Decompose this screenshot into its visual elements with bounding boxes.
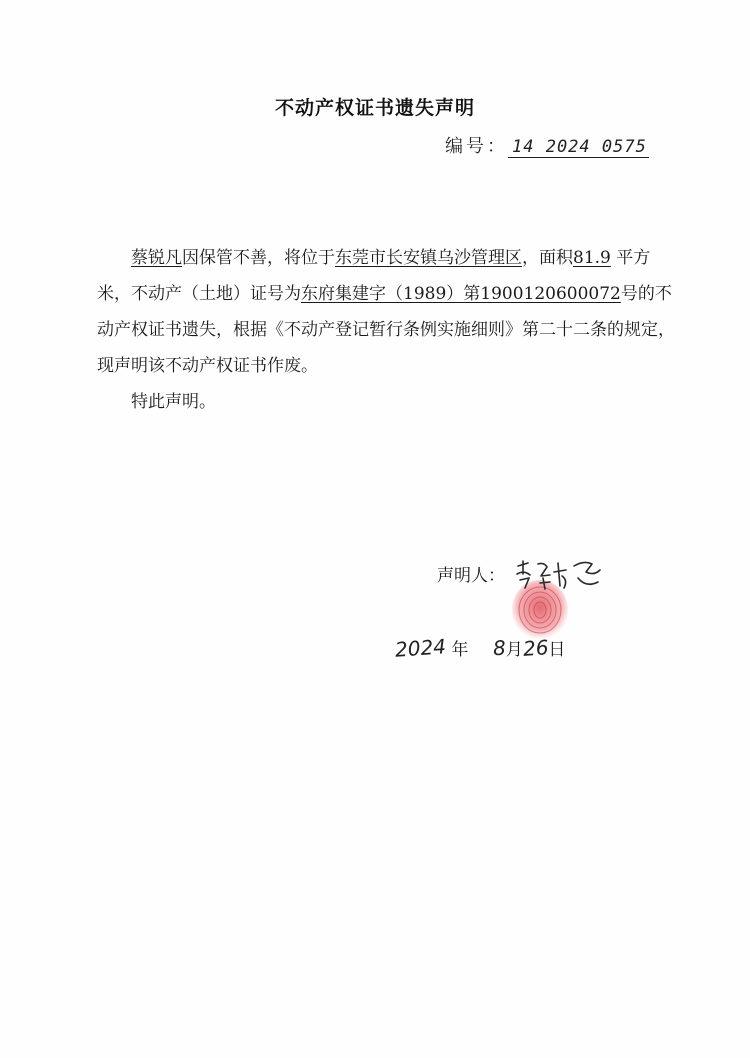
- document-title: 不动产权证书遗失声明: [274, 97, 475, 119]
- property-area: 81.9: [573, 248, 611, 268]
- declarant-label: 声明人：: [437, 566, 505, 586]
- document-number: [445, 132, 649, 158]
- handwritten-signature: [514, 558, 604, 592]
- declaration-date: [395, 635, 565, 660]
- date-day: 26: [522, 635, 550, 661]
- date-day-suffix: 日: [548, 640, 566, 660]
- certificate-number: 东府集建字（1989）第1900120600072: [301, 284, 621, 304]
- date-month: 8: [492, 635, 507, 661]
- document-number-value: 14 2024 0575: [508, 137, 649, 158]
- date-year-suffix: 年: [451, 640, 469, 660]
- date-year: 2024: [394, 634, 447, 662]
- body-text-3: 平方米，不动产（土地）证号为: [97, 248, 651, 304]
- property-location: 东莞市长安镇乌沙管理区: [335, 248, 522, 268]
- declaration-paragraph: [97, 240, 677, 384]
- owner-name: 蔡锐凡: [131, 248, 182, 268]
- body-text-4: 号的不动产权证书遗失，根据《不动产登记暂行条例实施细则》第二十二条的规定，现声明该不动产权证书作废。: [97, 284, 675, 376]
- date-month-suffix: 月: [505, 640, 523, 660]
- body-text-1: 因保管不善，将位于: [182, 248, 335, 268]
- closing-statement: 特此声明。: [131, 392, 216, 412]
- body-text-2: ，面积: [522, 248, 573, 268]
- document-number-label: 编号：: [445, 136, 508, 157]
- declaration-body: [97, 240, 677, 420]
